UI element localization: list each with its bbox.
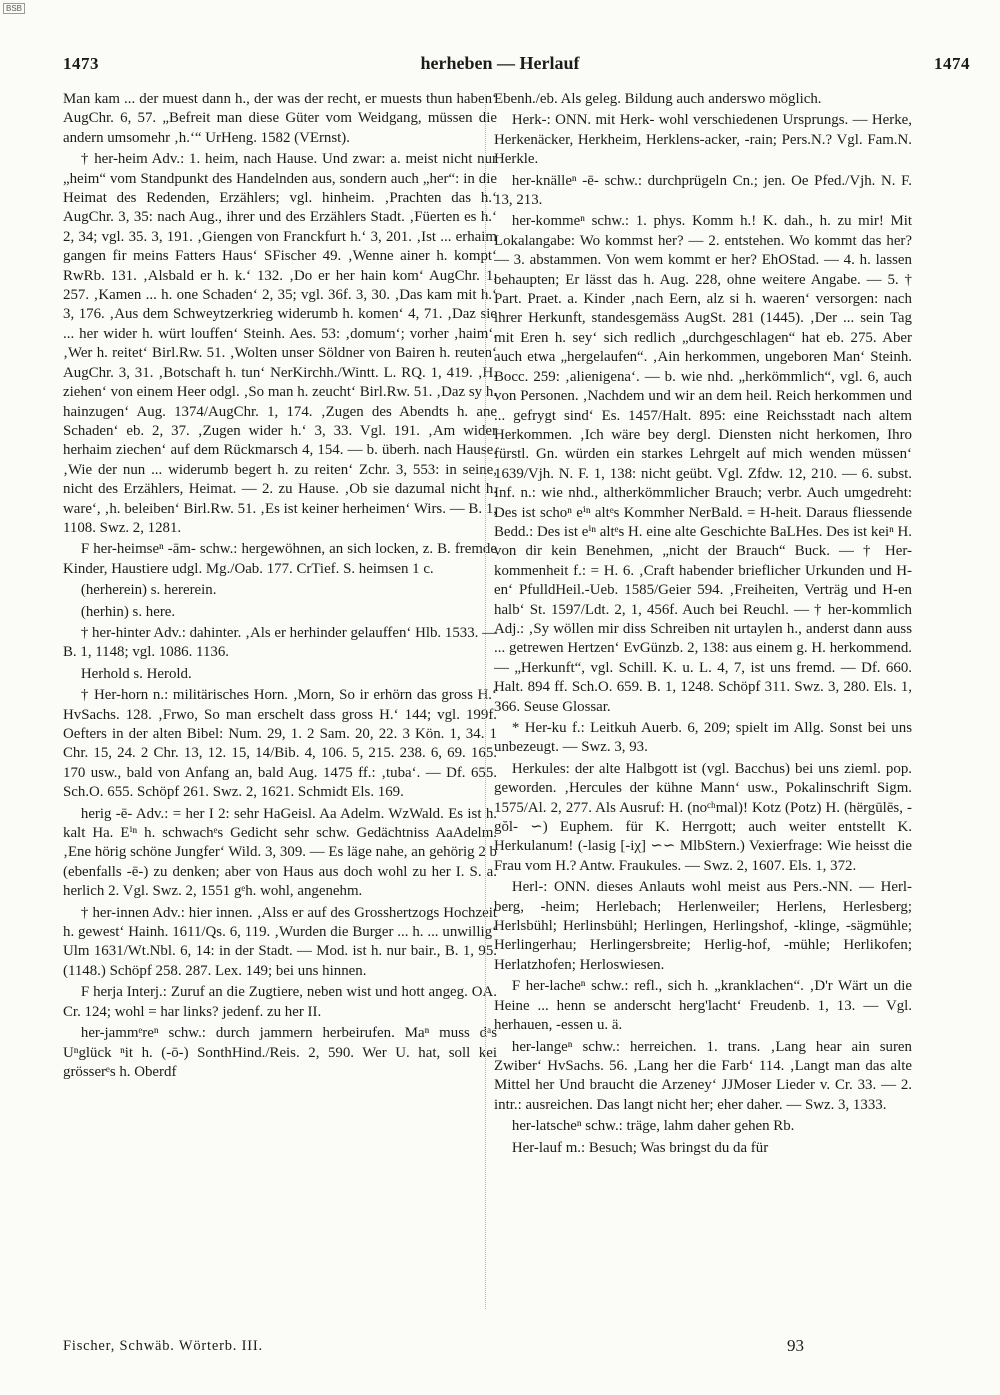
entry-paragraph: Herhold s. Herold. <box>80 665 192 682</box>
entry-paragraph: herig -ē- Adv.: = her I 2: sehr HaGeisl. Aa Adelm. WzWald. Es ist h. kalt Ha. Eⁱⁿ h. schwachᵉs Gedicht sehr schw. Gedächtniss AaAdelm. ‚Ene hörig schöne Jungfer‘ Wild. 3, 309. — Es läge nahe, an gehörig 2 b (ebenfalls -ē-) zu denken; aber von Haus aus doch wohl zu her I. S. a. herlich 2. Vgl. Swz. 2, 1551 gᵉh. wohl, angenehm. <box>63 805 497 900</box>
page-number-right: 1474 <box>934 54 970 73</box>
entry-paragraph: Her-lauf m.: Besuch; Was bringst du da für <box>511 1139 769 1156</box>
right-column <box>494 90 912 1315</box>
entry-paragraph: her-knälleⁿ -ē- schw.: durchprügeln Cn.; jen. Oe Pfed./Vjh. N. F. 13, 213. <box>494 172 912 209</box>
running-title: herheben — Herlauf <box>420 53 580 73</box>
sheet-number: 93 <box>787 1336 804 1355</box>
left-column <box>63 90 497 1315</box>
entry-paragraph: F her-heimseⁿ -ām- schw.: hergewöhnen, an sich locken, z. B. fremde Kinder, Haustiere udgl. Mg./Oab. 177. CrTief. S. heimsen 1 c. <box>63 541 497 577</box>
entry-paragraph: her-kommeⁿ schw.: 1. phys. Komm h.! K. dah., h. zu mir! Mit Lokalangabe: Wo kommst her? — 2. entstehen. Wo kommt das her? — 3. abstammen. Von wem kommt er her? EhOStad. — 4. h. lassen behaupten; Er lässt das h. Aug. 228, ohne weitere Angabe. — 5. † Part. Praet. a. Kinder ‚nach Eern, alz si h. waeren‘ versorgen: nach ihrer Herkunft, standesgemäss AugSt. 281 (1445). ‚Der ... sein Tag mit Eren h. sey‘ sich redlich „durchgeschlagen“ hat eb. 275. Aber auch etwa „hergelaufen“. ‚Ain herkommen, ungeboren Man‘ Steinh. Bocc. 259: ‚alienigena‘. — b. wie nhd. „herkömmlich“, vgl. 6, auch von Personen. ‚Nachdem und wir an dem heil. Reich herkommen und ... gefrygt sind‘ Es. 1457/Halt. 895: eine Reichsstadt nach altem Herkommen. ‚Ich wäre bey dergl. Diensten nicht herkomen, Ihro fürstl. Gn. würden ein starkes Lehrgelt auf mich wenden müssen‘ 1639/Vjh. N. F. 1, 138: nicht geübt. Vgl. Zfdw. 12, 210. — 6. subst. Inf. n.: wie nhd., altherkömmlicher Brauch; verbr. Auch umgedreht: Des ist schoⁿ eⁱⁿ altᵉs Kommher NerBald. = H-heit. Daraus fliessende Bedd.: Des ist eⁱⁿ altᵉs H. eine alte Geschichte BaLHes. Des ist keiⁿ H. von dir kein Benehmen, „nicht der Brauch“ Buck. — † Her-kommenheit f.: = H. 6. ‚Craft habender brieflicher Urkunden und H-en‘ PfulldHeil.-Ueb. 1585/Geier 594. ‚Freiheiten, Verträg und H-en halb‘ St. 1597/Ldt. 2, 1, 456f. Auch bei Reuchl. — † her-kommlich Adj.: ‚Sy wöllen mir diss Schreiben nit urtaylen h., anderst dann auss ... getrewen Hertzen‘ EvGünzb. 2, 138: aus einem g. H. herkommend. — „Herkunft“, vgl. Schill. K. u. L. 4, 7, ist uns fremd. — Df. 660. Halt. 894 ff. Sch.O. 659. B. 1, 1248. Schöpf 311. Swz. 3, 280. Els. 1, 366. Seuse Glossar. <box>494 213 912 715</box>
source-footer: Fischer, Schwäb. Wörterb. III. <box>63 1338 263 1354</box>
library-stamp: BSB <box>3 3 25 14</box>
entry-paragraph: her-jammᵉreⁿ schw.: durch jammern herbeirufen. Maⁿ muss dᵃs Uⁿglück ⁿit h. (-ō-) SonthHind./Reis. 2, 590. Wer U. hat, soll kei grösserᵉs h. Oberdf <box>63 1025 497 1080</box>
entry-paragraph: † her-innen Adv.: hier innen. ‚Alss er auf des Grosshertzogs Hochzeit h. gewest‘ Hainh. 1611/Qs. 6, 119. ‚Wurden die Burger ... h. ... unwillig‘ Ulm 1631/Wt.Nbl. 6, 14: in der Stadt. — Mod. ist h. nur bair., B. 1, 95. (1148.) Schöpf 258. 287. Lex. 149; bei uns hinnen. <box>63 904 497 979</box>
entry-paragraph: (herhin) s. here. <box>80 603 176 620</box>
entry-paragraph: F her-lacheⁿ schw.: refl., sich h. „kranklachen“. ‚D'r Wärt un die Heine ... henn se anderscht herg'lacht‘ Freudenb. 1, 13. — Vgl. herhauen, -essen u. ä. <box>494 978 912 1034</box>
entry-paragraph: Herl-: ONN. dieses Anlauts wohl meist aus Pers.-NN. — Herl-berg, -heim; Herlebach; Herlenweiler; Herlens, Herlesberg; Herlsbühl; Herlinsbühl; Herlingen, Herlingshof, -klinge, -sägmühle; Herlingerhau; Herlingersbreite; Herlig-hof, -mühle; Herlikofen; Herlatzhofen; Herloswiesen. <box>494 879 912 973</box>
page-number-left: 1473 <box>63 54 99 73</box>
entry-paragraph: * Her-ku f.: Leitkuh Auerb. 6, 209; spielt im Allg. Sonst bei uns unbezeugt. — Swz. 3, 93. <box>494 720 912 756</box>
entry-paragraph: † her-hinter Adv.: dahinter. ‚Als er herhinder gelauffen‘ Hlb. 1533. — B. 1, 1148; vgl. 1086. 1136. <box>63 624 497 661</box>
entry-paragraph: her-latscheⁿ schw.: träge, lahm daher gehen Rb. <box>511 1118 795 1135</box>
entry-paragraph: † her-heim Adv.: 1. heim, nach Hause. Und zwar: a. meist nicht nur „heim“ vom Standpunkt des Handelnden aus, sondern auch „her“: in die Heimat des Redenden, Erzählers; vgl. hinheim. ‚Prachten das h.‘ AugChr. 3, 35: nach Aug., ihrer und des Erzählers Stadt. ‚Füerten es h.‘ 2, 34; vgl. 35. 3, 191. ‚Giengen von Franckfurt h.‘ 3, 201. ‚Ist ... erhaim gangen fir meins Fatters Haus‘ SFischer 49. ‚Wenne ainer h. kompt‘ RwRb. 131. ‚Alsbald er h. k.‘ 132. ‚Do er her hain kom‘ AugChr. 1, 257. ‚Kamen ... h. one Schaden‘ 2, 35; vgl. 36f. 3, 30. ‚Das kam mit h.‘ 3, 176. ‚Aus dem Schweytzerkrieg widerumb h. komen‘ 4, 71. ‚Daz sie ... her wider h. würt louffen‘ Steinh. Aes. 53: ‚domum‘; vorher ‚haim‘. ‚Wer h. reitet‘ Birl.Rw. 51. ‚Wolten unser Söldner von Bairen h. reuten‘ AugChr. 3, 31. ‚Botschaft h. tun‘ NerKirchh./Wintt. L. RQ. 1, 419. ‚H. ziehen‘ von einem Heer odgl. ‚So man h. zeucht‘ Birl.Rw. 51. ‚Daz sy h. hainzugen‘ Aug. 1374/AugChr. 1, 174. ‚Zugen des Abendts h. ane Schaden‘ eb. 2, 37. ‚Zugen wider h.‘ 3, 33. Vgl. 191. ‚Am wider herhaim ziechen‘ auf dem Rückmarsch 4, 154. — b. überh. nach Hause. ‚Wie der nun ... widerumb begert h. zu reiten‘ Zchr. 3, 553: in seine, nicht des Erzählers, Heimat. — 2. zu Hause. ‚Ob sie dazumal nicht h. ware‘, ‚h. beleiben‘ Birl.Rw. 51. ‚Es ist keiner herheimen‘ Wirs. — B. 1, 1108. Swz. 2, 1281. <box>63 151 497 536</box>
entry-paragraph: Herk-: ONN. mit Herk- wohl verschiedenen Ursprungs. — Herke, Herkenäcker, Herkheim, Herklens-acker, -rain; Pers.N.? Vgl. Fam.N. Herkle. <box>494 112 912 168</box>
entry-paragraph: Man kam ... der muest dann h., der was der recht, er muests thun haben‘ AugChr. 6, 57. „Befreit man diese Güter vom Weidgang, müssen die andern umsomehr ‚h.‘“ UrHeng. 1582 (VErnst). <box>63 91 497 146</box>
entry-paragraph: F herja Interj.: Zuruf an die Zugtiere, neben wist und hott angeg. OA. Cr. 124; wohl = har links? jedenf. zu her II. <box>63 984 497 1020</box>
entry-paragraph: (herherein) s. hererein. <box>80 582 217 599</box>
entry-paragraph: Ebenh./eb. Als geleg. Bildung auch anderswo möglich. <box>494 91 822 107</box>
entry-paragraph: Herkules: der alte Halbgott ist (vgl. Bacchus) bei uns zieml. pop. geworden. ‚Hercules der kühne Mann‘ usw., Pokalinschrift Sigm. 1575/Al. 2, 277. Als Ausruf: H. (noᶜʰmal)! Kotz (Potz) H. (hërgūlēs, -gŏl- ∽) Euphem. für K. Herrgott; auch weiter entstellt K. Herkulanum! (-lasig [-iχ] ∽∽ MlbStern.) Vexierfrage: Wie heisst die Frau vom H.? Antw. Fraukules. — Swz. 2, 1607. Els. 1, 372. <box>494 760 912 874</box>
column-divider <box>485 94 486 1309</box>
entry-paragraph: her-langeⁿ schw.: herreichen. 1. trans. ‚Lang hear ain suren Zwiber‘ HvSachs. 56. ‚Lang her die Farb‘ 114. ‚Langt man das alte Mittel her Und braucht die Arzeney‘ JJMoser Lieder v. Cr. 33. — 2. intr.: ausreichen. Das langt nicht her; eher daher. — Swz. 3, 1333. <box>494 1038 912 1113</box>
entry-paragraph: † Her-horn n.: militärisches Horn. ‚Morn, So ir erhörn das gross H.‘ HvSachs. 128. ‚Frwo, So man erschelt dass gross H.‘ 144; vgl. 199f. Oefters in der alten Bibel: Num. 29, 1. 2 Sam. 20, 22. 3 Kön. 1, 34. 1 Chr. 15, 24. 2 Chr. 13, 12. 15, 14/Bib. 4, 106. 5, 215. 238. 6, 69. 165. 170 usw., bald von Anfang an, bald Aug. 1475 ff.: ‚tuba‘. — Df. 655. Sch.O. 655. Schöpf 261. Swz. 2, 1621. Schmidt Els. 169. <box>63 687 497 801</box>
